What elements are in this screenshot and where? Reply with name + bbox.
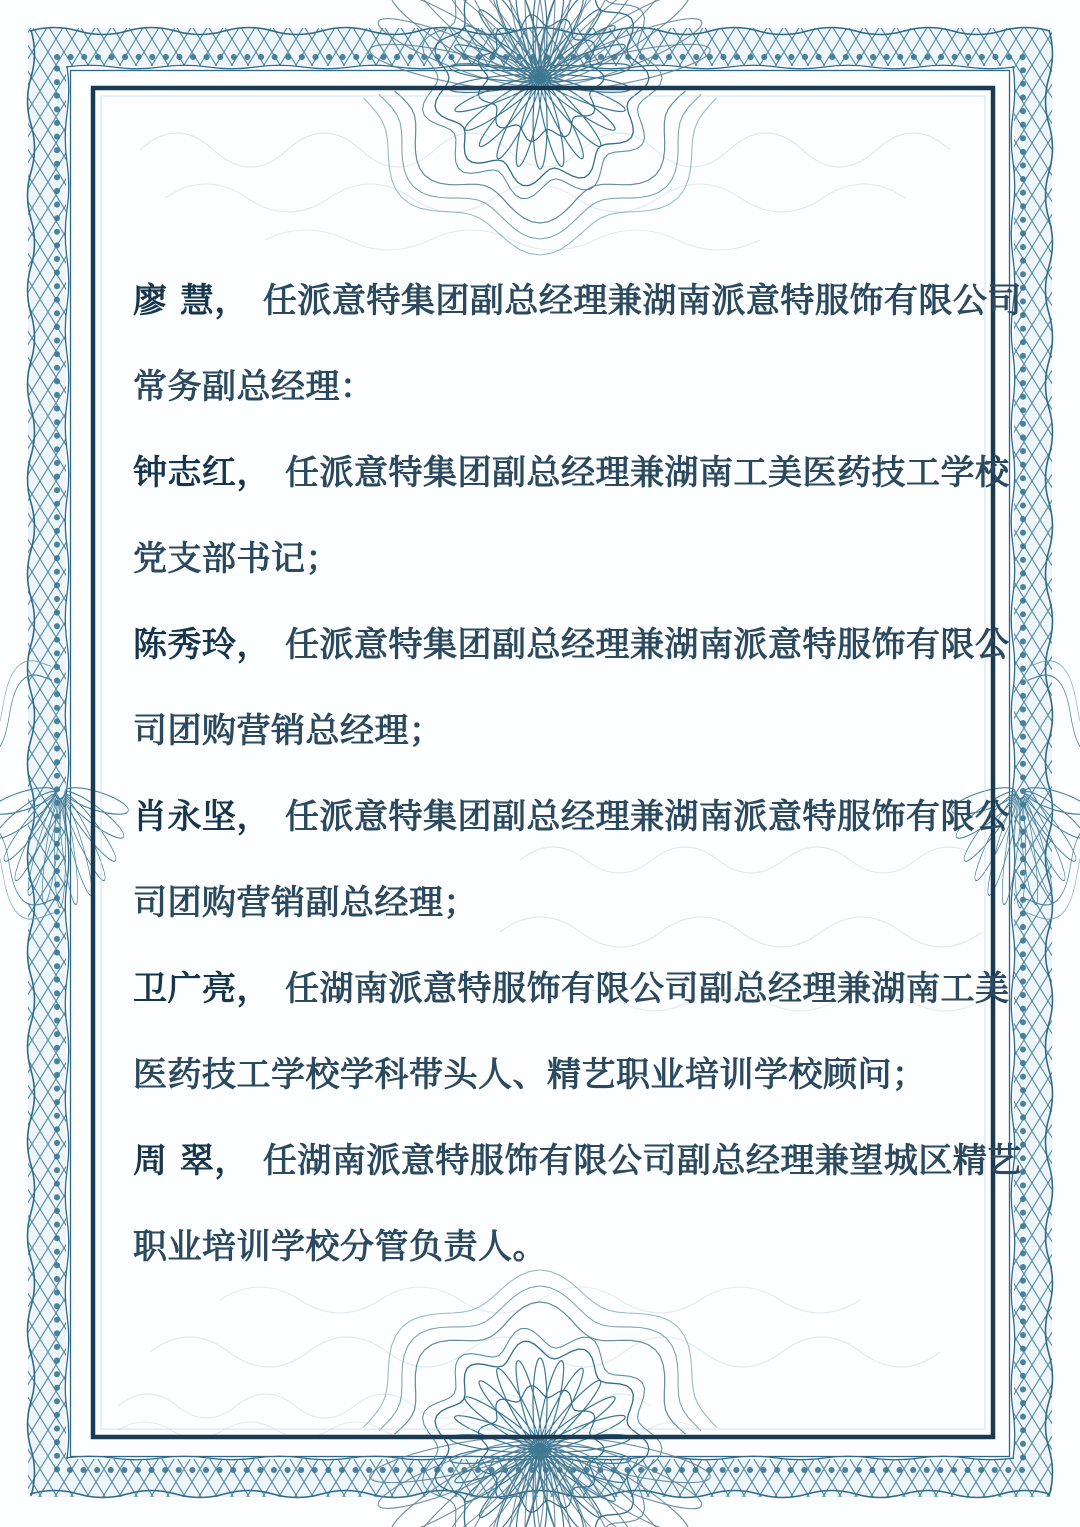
appointment-body: 任派意特集团副总经理兼湖南派意特服饰有限公 [285, 625, 1010, 665]
appointment-body: 医药技工学校学科带头人、精艺职业培训学校顾问； [133, 1055, 927, 1095]
appointment-line [133, 258, 1022, 344]
appointment-line [133, 946, 1010, 1032]
paragraph [133, 946, 1010, 1118]
appointment-line [133, 1118, 1022, 1204]
paragraph [133, 774, 1010, 946]
appointment-line [133, 516, 995, 602]
appointment-body: 任派意特集团副总经理兼湖南工美医药技工学校 [285, 453, 1010, 493]
paragraph [133, 1118, 1022, 1290]
paragraph [133, 430, 1010, 602]
appointment-body: 党支部书记； [133, 539, 340, 579]
appointment-body: 任湖南派意特服饰有限公司副总经理兼望城区精艺 [262, 1141, 1022, 1181]
person-name: 廖 慧， [133, 281, 249, 321]
person-name: 周 翠， [133, 1141, 249, 1181]
appointment-body: 司团购营销副总经理； [133, 883, 478, 923]
person-name: 肖永坚， [133, 797, 271, 837]
paragraph [133, 258, 1022, 430]
appointment-line [133, 602, 1010, 688]
appointment-line [133, 344, 995, 430]
appointment-line [133, 1032, 995, 1118]
appointment-line [133, 774, 1010, 860]
appointment-body: 任派意特集团副总经理兼湖南派意特服饰有限公司 [262, 281, 1022, 321]
appointment-body: 任派意特集团副总经理兼湖南派意特服饰有限公 [285, 797, 1010, 837]
appointment-body: 司团购营销总经理； [133, 711, 444, 751]
appointment-body: 任湖南派意特服饰有限公司副总经理兼湖南工美 [285, 969, 1010, 1009]
paragraph [133, 602, 1010, 774]
appointment-line [133, 860, 995, 946]
person-name: 陈秀玲， [133, 625, 271, 665]
person-name: 卫广亮， [133, 969, 271, 1009]
appointment-line [133, 430, 1010, 516]
person-name: 钟志红， [133, 453, 271, 493]
appointment-body: 常务副总经理： [133, 367, 375, 407]
appointment-line [133, 688, 995, 774]
appointment-body: 职业培训学校分管负责人。 [133, 1227, 547, 1267]
appointment-line [133, 1204, 995, 1290]
appointment-text [133, 258, 1022, 1290]
